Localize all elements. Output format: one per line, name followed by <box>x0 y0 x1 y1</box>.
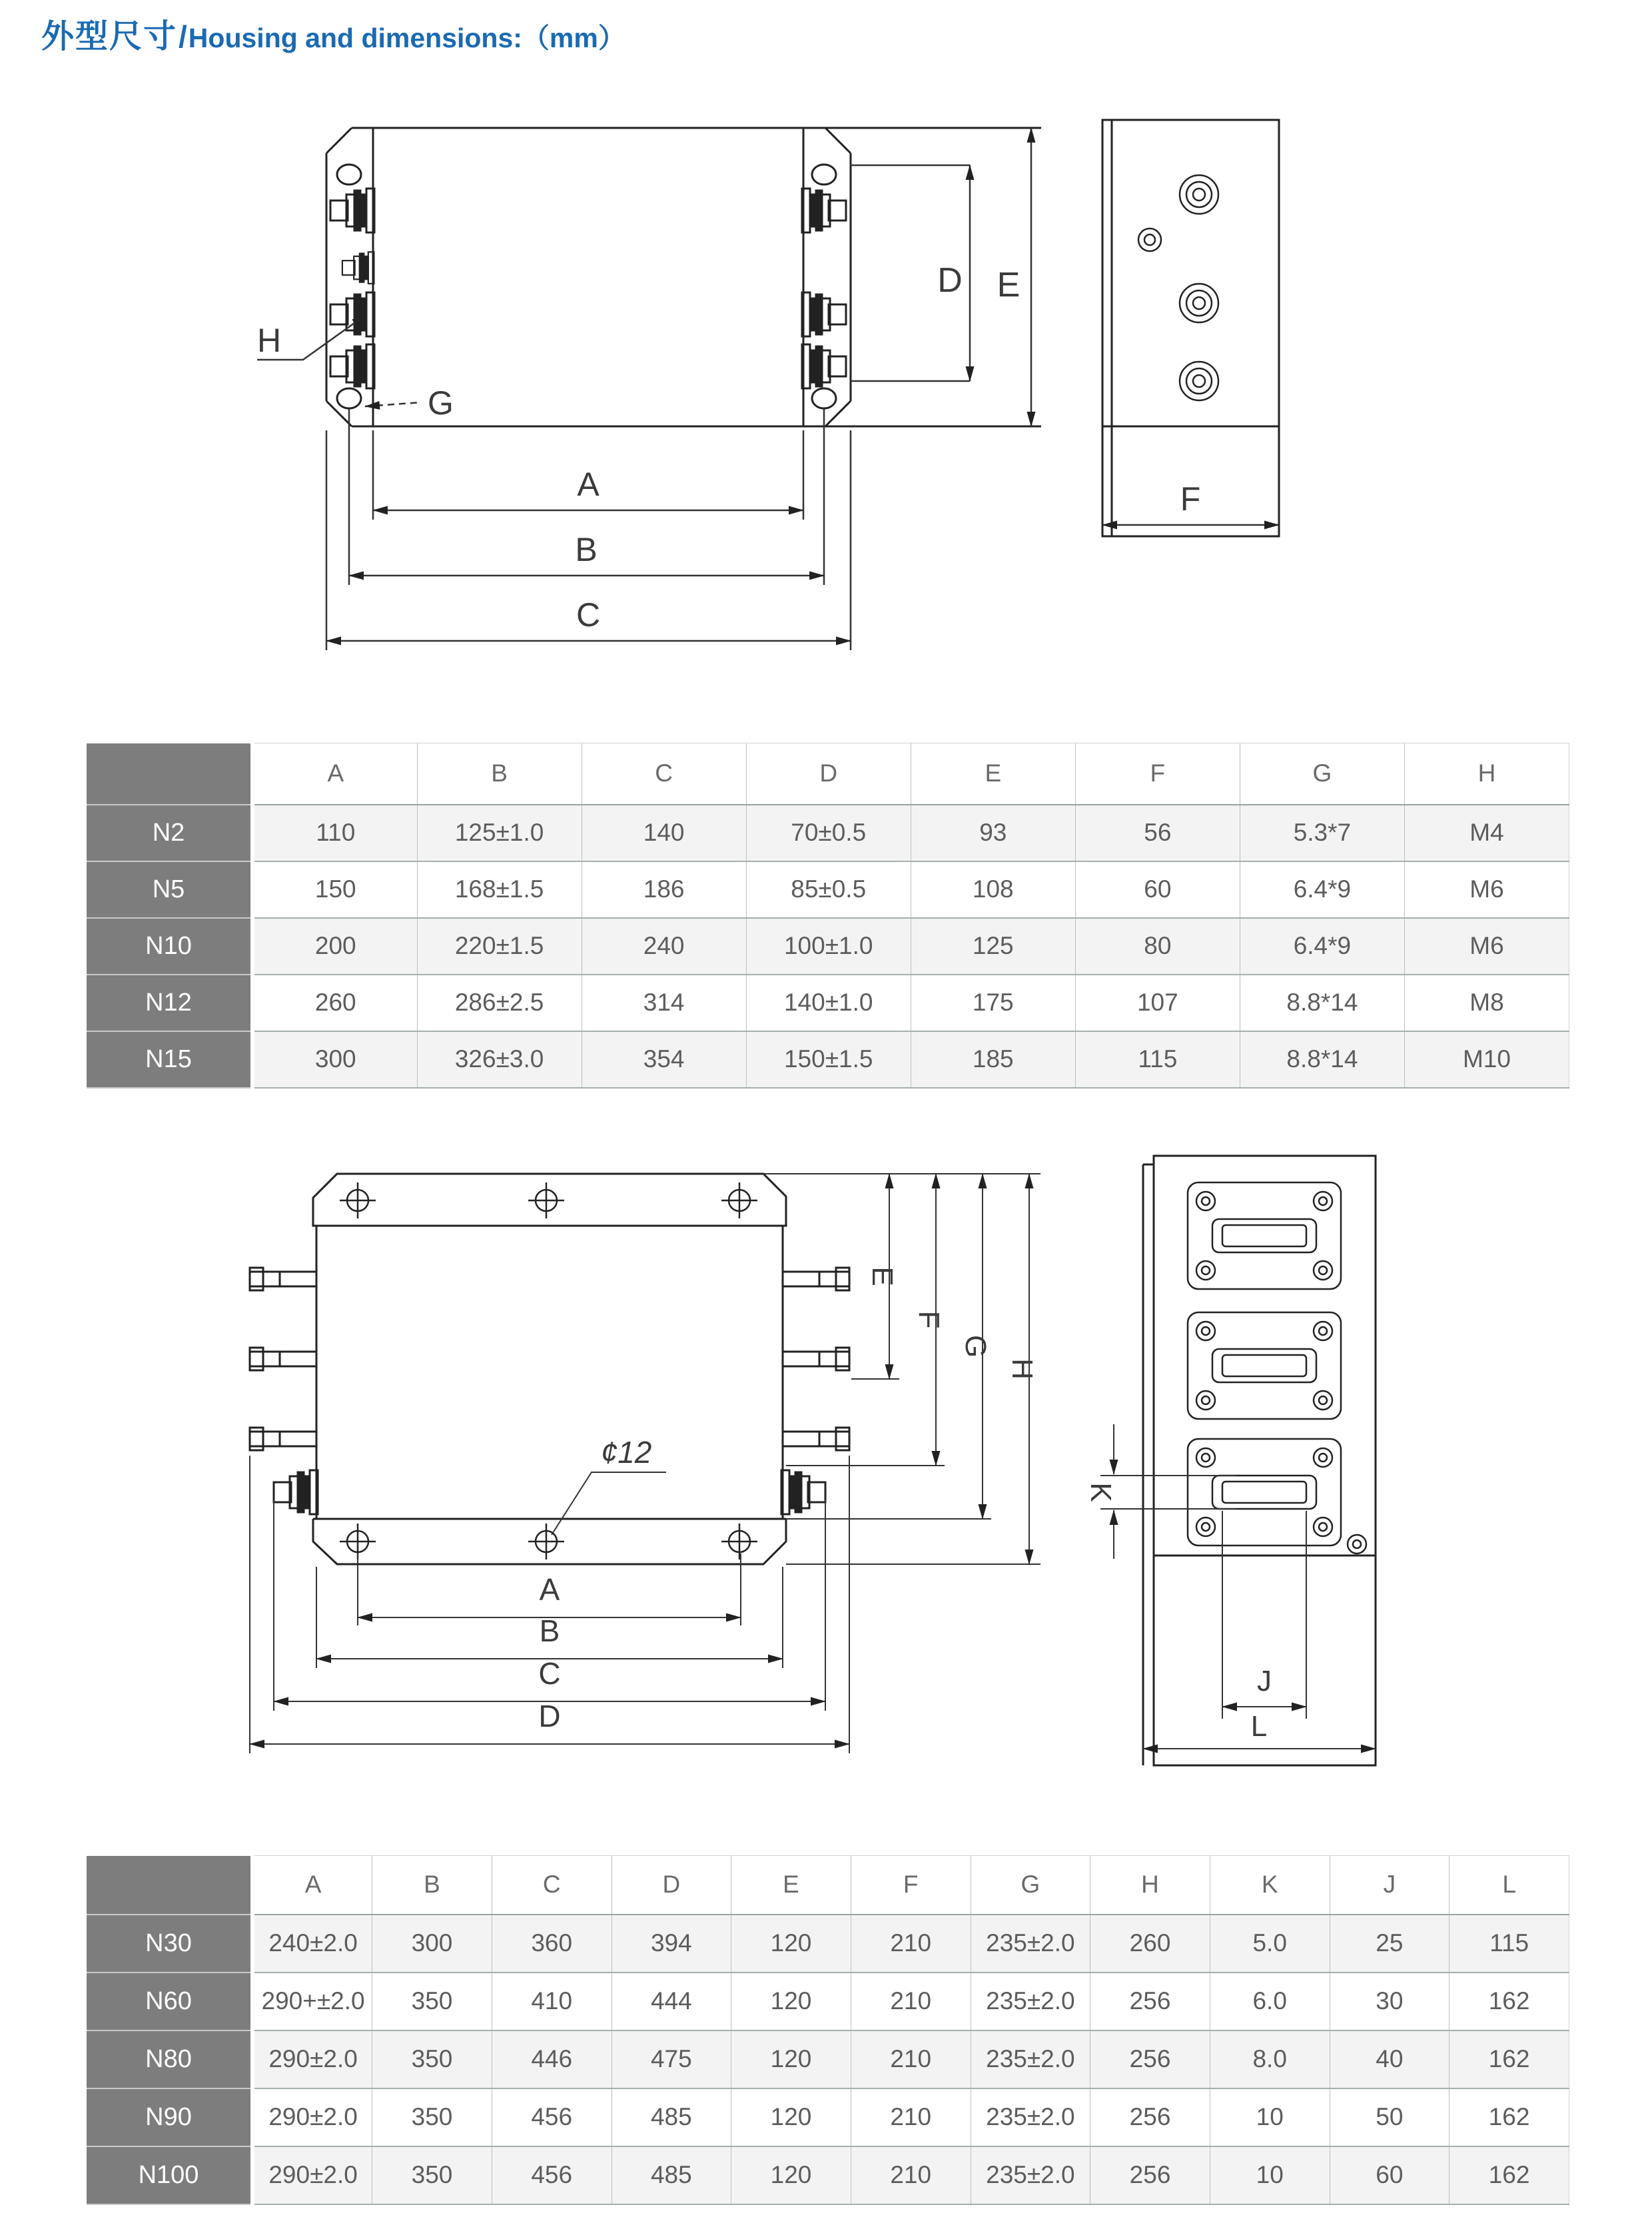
column-header: F <box>1075 743 1240 805</box>
column-header: E <box>911 743 1075 805</box>
table-row <box>87 2088 1569 2146</box>
dimension-cell: 175 <box>911 975 1075 1031</box>
row-label: N2 <box>87 805 252 861</box>
terminal-pin <box>783 1348 849 1370</box>
column-header: A <box>252 1856 372 1915</box>
dim-label-h: H <box>1006 1358 1038 1380</box>
dim-label-c: C <box>576 596 601 634</box>
terminal-stud <box>330 189 374 232</box>
dimension-cell: 260 <box>1090 1915 1210 1973</box>
dimension-cell: 350 <box>372 2088 492 2146</box>
dimension-cell: 210 <box>851 2146 971 2204</box>
dimension-cell: 50 <box>1330 2088 1449 2146</box>
dimension-cell: 220±1.5 <box>417 918 582 975</box>
terminal-pin <box>783 1428 849 1450</box>
bolt-head <box>1180 175 1218 214</box>
bolt-head <box>1180 362 1218 400</box>
terminal-stud <box>802 189 846 232</box>
dimension-cell: 235±2.0 <box>971 1973 1090 2030</box>
dimension-cell: 186 <box>582 861 746 918</box>
column-header: H <box>1404 743 1569 805</box>
dimension-cell: 168±1.5 <box>417 861 582 918</box>
dimension-cell: 25 <box>1330 1915 1449 1973</box>
dim-label-a: A <box>539 1572 560 1607</box>
dimension-cell: 210 <box>851 1915 971 1973</box>
dim-label-f: F <box>1180 480 1201 518</box>
dimension-table <box>87 743 1569 1089</box>
dimension-cell: 85±0.5 <box>746 861 911 918</box>
dimension-cell: 256 <box>1090 2030 1210 2088</box>
dimension-table-n2-n15 <box>87 743 1569 1089</box>
dimension-cell: 290±2.0 <box>252 2146 372 2204</box>
dim-label-a: A <box>577 466 600 503</box>
table-row <box>87 1031 1569 1088</box>
dim-label-d: D <box>538 1699 561 1733</box>
row-label: N60 <box>87 1973 252 2030</box>
dimension-cell: 120 <box>731 1973 851 2030</box>
column-header: L <box>1449 1856 1569 1915</box>
dimension-cell: 446 <box>492 2030 612 2088</box>
dimension-cell: 444 <box>612 1973 731 2030</box>
dimension-cell: 80 <box>1075 918 1240 975</box>
column-header: C <box>582 743 746 805</box>
table-corner-cell <box>87 1856 252 1915</box>
dimension-cell: 70±0.5 <box>746 805 911 861</box>
dimension-cell: 350 <box>372 2146 492 2204</box>
mounting-hole <box>721 1182 757 1218</box>
dimension-cell: 350 <box>372 2030 492 2088</box>
dimension-cell: 410 <box>492 1973 612 2030</box>
dimension-cell: 140±1.0 <box>746 975 911 1031</box>
dimension-cell: 107 <box>1075 975 1240 1031</box>
dimension-cell: 200 <box>252 918 417 975</box>
table-corner-cell <box>87 743 252 805</box>
terminal-pin <box>250 1268 316 1290</box>
dim-label-e: E <box>866 1266 899 1286</box>
title-separator: / <box>179 19 187 54</box>
dim-label-l: L <box>1250 1710 1268 1743</box>
dimension-cell: 475 <box>612 2030 731 2088</box>
ground-stud <box>274 1470 318 1514</box>
screw-hole <box>1353 1540 1361 1548</box>
dimension-cell: 60 <box>1330 2146 1449 2204</box>
dimension-cell: 115 <box>1075 1031 1240 1088</box>
dimension-cell: 30 <box>1330 1973 1449 2030</box>
dimension-cell: 360 <box>492 1915 612 1973</box>
dimension-cell: 286±2.5 <box>417 975 582 1031</box>
dimension-cell: 125±1.0 <box>417 805 582 861</box>
table-row <box>87 918 1569 975</box>
diameter-note: ¢12 <box>600 1435 652 1470</box>
dimension-cell: M6 <box>1404 918 1569 975</box>
column-header: E <box>731 1856 851 1915</box>
terminal-stud <box>330 292 374 336</box>
dimension-cell: 10 <box>1210 2146 1330 2204</box>
front-view-outline <box>250 1174 849 1564</box>
dimension-cell: 260 <box>252 975 417 1031</box>
terminal-pin <box>250 1428 316 1450</box>
column-header: C <box>492 1856 612 1915</box>
column-header: G <box>971 1856 1090 1915</box>
row-label: N90 <box>87 2088 252 2146</box>
dimension-cell: 120 <box>731 2030 851 2088</box>
dimension-cell: 394 <box>612 1915 731 1973</box>
column-header: K <box>1210 1856 1330 1915</box>
dim-label-e: E <box>997 266 1021 304</box>
terminal-pin <box>783 1268 849 1290</box>
dim-label-j: J <box>1257 1665 1272 1697</box>
mounting-hole <box>528 1182 564 1218</box>
dimension-cell: 256 <box>1090 2146 1210 2204</box>
terminal-block <box>1188 1182 1341 1289</box>
dimension-cell: 185 <box>911 1031 1075 1088</box>
row-label: N100 <box>87 2146 252 2204</box>
row-label: N15 <box>87 1031 252 1088</box>
column-header: G <box>1240 743 1404 805</box>
dimension-cell: 108 <box>911 861 1075 918</box>
dimension-cell: 56 <box>1075 805 1240 861</box>
dimension-cell: 240±2.0 <box>252 1915 372 1973</box>
dimension-cell: 210 <box>851 1973 971 2030</box>
terminal-block <box>1188 1439 1341 1546</box>
table-row <box>87 1973 1569 2030</box>
column-header: F <box>851 1856 971 1915</box>
dimension-cell: 326±3.0 <box>417 1031 582 1088</box>
dim-label-g: G <box>428 384 454 422</box>
dimension-cell: 100±1.0 <box>746 918 911 975</box>
dimension-lines <box>257 128 1279 650</box>
row-label: N12 <box>87 975 252 1031</box>
dim-label-k: K <box>1084 1482 1117 1502</box>
title-english: Housing and dimensions:（mm） <box>188 23 625 53</box>
dimension-cell: 162 <box>1449 1973 1569 2030</box>
screw-hole <box>1348 1535 1366 1554</box>
column-header: A <box>252 743 417 805</box>
table-row <box>87 1915 1569 1973</box>
dimension-cell: 40 <box>1330 2030 1449 2088</box>
dimension-cell: 115 <box>1449 1915 1569 1973</box>
terminal-stud-small <box>342 252 374 284</box>
mounting-hole <box>528 1524 564 1559</box>
dimension-cell: 10 <box>1210 2088 1330 2146</box>
dimension-cell: 485 <box>612 2088 731 2146</box>
dim-label-b: B <box>575 531 598 568</box>
column-header: H <box>1090 1856 1210 1915</box>
dimension-cell: 314 <box>582 975 746 1031</box>
bolt-head-small <box>1138 228 1161 251</box>
mounting-hole <box>721 1524 757 1559</box>
terminal-stud <box>330 344 374 388</box>
dimension-cell: M6 <box>1404 861 1569 918</box>
dimension-table-n30-n100 <box>87 1855 1569 2205</box>
dimension-cell: 456 <box>492 2088 612 2146</box>
dimension-cell: 162 <box>1449 2030 1569 2088</box>
dim-label-c: C <box>538 1656 561 1691</box>
drawing-n2-n15-outline <box>233 80 1366 746</box>
column-header: B <box>372 1856 492 1915</box>
dimension-cell: 235±2.0 <box>971 2088 1090 2146</box>
title-chinese: 外型尺寸 <box>41 19 178 55</box>
dimension-cell: 120 <box>731 2146 851 2204</box>
dim-label-f: F <box>913 1310 945 1329</box>
dimension-cell: 300 <box>372 1915 492 1973</box>
dimension-cell: 256 <box>1090 2088 1210 2146</box>
dimension-cell: 120 <box>731 2088 851 2146</box>
table-row <box>87 861 1569 918</box>
dimension-cell: 6.0 <box>1210 1973 1330 2030</box>
dimension-cell: M4 <box>1404 805 1569 861</box>
dimension-cell: 456 <box>492 2146 612 2204</box>
dimension-cell: 210 <box>851 2088 971 2146</box>
dimension-cell: 256 <box>1090 1973 1210 2030</box>
mounting-hole <box>340 1182 376 1218</box>
terminal-stud <box>802 344 846 388</box>
drawing-n30-n100-outline <box>200 1093 1399 1825</box>
dimension-cell: 485 <box>612 2146 731 2204</box>
dimension-cell: 5.0 <box>1210 1915 1330 1973</box>
dim-label-d: D <box>937 261 963 300</box>
dimension-cell: 350 <box>372 1973 492 2030</box>
dimension-cell: 150 <box>252 861 417 918</box>
dim-label-g: G <box>959 1334 992 1358</box>
dimension-cell: 6.4*9 <box>1240 918 1404 975</box>
dimension-cell: 240 <box>582 918 746 975</box>
dimension-cell: 162 <box>1449 2146 1569 2204</box>
dimension-cell: 300 <box>252 1031 417 1088</box>
dimension-cell: 290±2.0 <box>252 2030 372 2088</box>
terminal-pin <box>250 1348 316 1370</box>
dim-label-h: H <box>257 322 282 359</box>
dimension-cell: 110 <box>252 805 417 861</box>
column-header: D <box>746 743 911 805</box>
row-label: N30 <box>87 1915 252 1973</box>
dimension-cell: 290±2.0 <box>252 2088 372 2146</box>
column-header: B <box>417 743 582 805</box>
dimension-cell: 8.8*14 <box>1240 1031 1404 1088</box>
dimension-cell: 162 <box>1449 2088 1569 2146</box>
dimension-cell: 290+±2.0 <box>252 1973 372 2030</box>
table-row <box>87 805 1569 861</box>
terminal-block <box>1188 1312 1341 1419</box>
ground-stud <box>781 1470 825 1514</box>
dimension-cell: 8.0 <box>1210 2030 1330 2088</box>
dimension-cell: 354 <box>582 1031 746 1088</box>
row-label: N80 <box>87 2030 252 2088</box>
page-title <box>41 11 625 57</box>
row-label: N5 <box>87 861 252 918</box>
table-row <box>87 2146 1569 2204</box>
dimension-cell: 150±1.5 <box>746 1031 911 1088</box>
side-view-outline <box>1102 120 1279 536</box>
bolt-head <box>1180 284 1218 322</box>
dimension-cell: 6.4*9 <box>1240 861 1404 918</box>
dimension-cell: 120 <box>731 1915 851 1973</box>
dimension-cell: M10 <box>1404 1031 1569 1088</box>
table-row <box>87 2030 1569 2088</box>
dimension-cell: 235±2.0 <box>971 2146 1090 2204</box>
column-header: J <box>1330 1856 1449 1915</box>
column-header: D <box>612 1856 731 1915</box>
dimension-cell: 93 <box>911 805 1075 861</box>
dimension-cell: 125 <box>911 918 1075 975</box>
dimension-cell: 210 <box>851 2030 971 2088</box>
dimension-cell: 8.8*14 <box>1240 975 1404 1031</box>
dimension-cell: 60 <box>1075 861 1240 918</box>
dim-label-b: B <box>539 1613 560 1648</box>
dimension-cell: 235±2.0 <box>971 2030 1090 2088</box>
dimension-cell: 5.3*7 <box>1240 805 1404 861</box>
dimension-cell: M8 <box>1404 975 1569 1031</box>
dimension-table <box>87 1855 1569 2205</box>
terminal-stud <box>802 292 846 336</box>
row-label: N10 <box>87 918 252 975</box>
table-row <box>87 975 1569 1031</box>
dimension-cell: 235±2.0 <box>971 1915 1090 1973</box>
dimension-cell: 140 <box>582 805 746 861</box>
